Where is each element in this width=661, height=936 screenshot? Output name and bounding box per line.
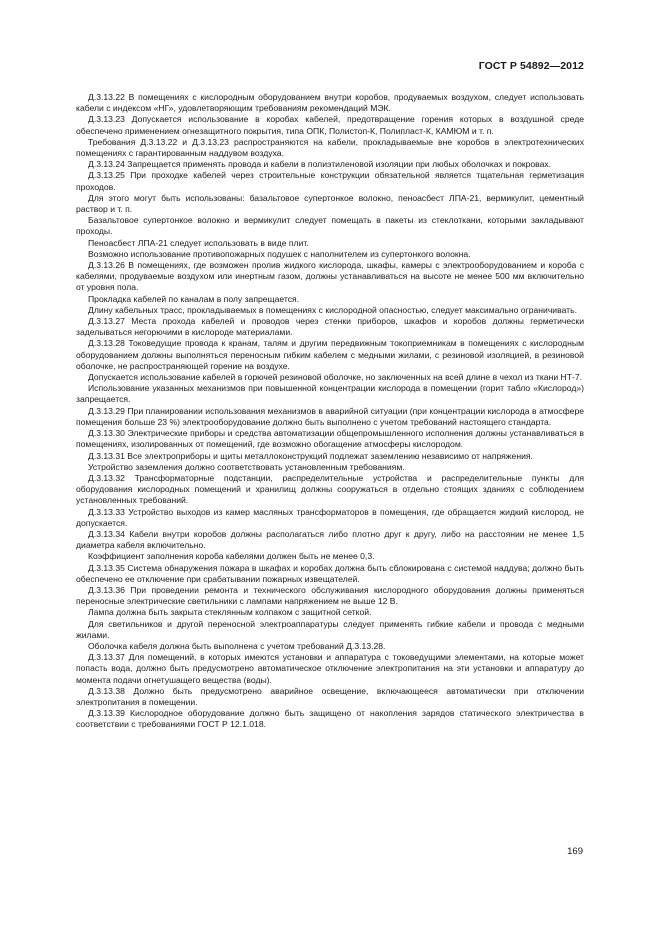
paragraph: Базальтовое супертонкое волокно и вермикулит следует помещать в пакеты из стеклоткани, которыми закладывают проходы. (76, 215, 584, 237)
paragraph: Д.3.13.26 В помещениях, где возможен пролив жидкого кислорода, шкафы, камеры с электрооборудованием и короба с кабелями, продуваемые воздухом или инертным газом, должны устанавливаться на высоте не менее 500 мм включительно от уровня пола. (76, 260, 584, 293)
paragraph: Д.3.13.34 Кабели внутри коробов должны располагаться либо плотно друг к другу, либо на расстоянии не менее 1,5 диаметра кабеля включительно. (76, 528, 584, 551)
paragraph: Д.3.13.27 Места прохода кабелей и проводов через стенки приборов, шкафов и коробов должны герметически заделываться негорючими в кислороде материалами. (76, 316, 584, 338)
paragraph: Устройство заземления должно соответствовать установленным требованиям. (88, 461, 405, 472)
paragraph: Прокладка кабелей по каналам в полу запрещается. (88, 293, 300, 304)
paragraph: Для этого могут быть использованы: базальтовое супертонкое волокно, пеноасбест ЛПА-21, вермикулит, цементный раствор и т. п. (76, 192, 584, 215)
paragraph: Д.3.13.33 Устройство выходов из камер масляных трансформаторов в помещения, где обращается жидкий кислород, не допускается. (76, 506, 584, 528)
paragraph: Пеноасбест ЛПА-21 следует использовать в виде плит. (88, 237, 309, 248)
paragraph: Возможно использование противопожарных подушек с наполнителем из супертонкого волокна. (88, 248, 471, 259)
paragraph: Длину кабельных трасс, прокладываемых в помещениях с кислородной опасностью, следует максимально ограничивать. (88, 304, 577, 315)
paragraph: Использование указанных механизмов при повышенной концентрации кислорода в помещении (горит табло «Кислород») запрещается. (76, 383, 584, 405)
paragraph: Д.3.13.22 В помещениях с кислородным оборудованием внутри коробов, продуваемых воздухом, следует использовать кабели с индексом «НГ», удовлетворяющим требованиям рекомендаций МЭК. (76, 92, 584, 114)
paragraph: Д.3.13.36 При проведении ремонта и технического обслуживания кислородного оборудования должны применяться переносные электрические светильники с лампами напряжением не выше 12 В. (76, 584, 584, 607)
paragraph: Для светильников и другой переносной электроаппаратуры следует применять гибкие кабели и провода с медными жилами. (76, 618, 584, 640)
paragraph: Требования Д.3.13.22 и Д.3.13.23 распространяются на кабели, прокладываемые вне коробов в электротехнических помещениях с гарантированным наддувом воздуха. (76, 136, 584, 159)
paragraph: Д.3.13.32 Трансформаторные подстанции, распределительные устройства и распределительные пункты для оборудования кислородных помещений и хранилищ должны сооружаться в отдельно стоящих зданиях с соблюдением установленных требований. (76, 472, 584, 506)
paragraph: Д.3.13.25 При проходке кабелей через строительные конструкции обязательной является тщательная герметизация проходов. (76, 170, 584, 192)
body-text (76, 92, 584, 731)
paragraph: Д.3.13.38 Должно быть предусмотрено аварийное освещение, включающееся автоматически при отключении электропитания в помещении. (76, 685, 584, 707)
paragraph: Д.3.13.37 Для помещений, в которых имеются установки и аппаратура с токоведущими элементами, на которые может попасть вода, должно быть предусмотрено автоматическое отключение электропитания на эти установки и аппаратуру до момента подачи огнетушащего вещества (воды). (76, 652, 584, 685)
standard-header: ГОСТ Р 54892—2012 (478, 60, 584, 72)
paragraph: Д.3.13.28 Токоведущие провода к кранам, талям и другим передвижным токоприемникам в помещениях с кислородным оборудованием должны выполняться переносным гибким кабелем с медными жилами, с резиновой изоляцией, в резиновой оболочке, не распространяющей горение на воздухе. (76, 338, 584, 371)
paragraph: Д.3.13.39 Кислородное оборудование должно быть защищено от накопления зарядов статического электричества в соответствии с требованиями ГОСТ Р 12.1.018. (76, 708, 584, 730)
paragraph: Лампа должна быть закрыта стеклянным колпаком с защитной сеткой. (88, 607, 372, 618)
paragraph: Допускается использование кабелей в горючей резиновой оболочке, но заключенных на всей длине в чехол из ткани НТ-7. (88, 372, 582, 383)
paragraph: Д.3.13.30 Электрические приборы и средства автоматизации общепромышленного исполнения должны устанавливаться в помещениях, изолированных от помещений, где возможно обогащение атмосферы кислородом. (76, 428, 584, 450)
paragraph: Д.3.13.31 Все электроприборы и щиты металлоконструкций подлежат заземлению независимо от напряжения. (88, 450, 533, 461)
paragraph: Д.3.13.29 При планировании использования механизмов в аварийной ситуации (при концентрации кислорода в атмосфере помещения больше 23 %) электрооборудование должно быть выполнено с учетом требований настоящего стандарта. (76, 405, 584, 427)
page-number: 169 (567, 846, 583, 857)
paragraph: Д.3.13.35 Система обнаружения пожара в шкафах и коробах должна быть сблокирована с системой наддува; должно быть обеспечено ее отключение при срабатывании пожарных извещателей. (76, 562, 584, 584)
paragraph: Д.3.13.24 Запрещается применять провода и кабели в полиэтиленовой изоляции при любых оболочках и покровах. (88, 159, 552, 170)
paragraph: Коэффициент заполнения короба кабелями должен быть не менее 0,3. (88, 551, 375, 562)
paragraph: Д.3.13.23 Допускается использование в коробах кабелей, предотвращение горения которых в воздушной среде обеспечено применением огнезащитного покрытия, типа ОПК, Полистоп-К, Полипласт-К, КАМЮМ и т. п. (76, 114, 584, 136)
paragraph: Оболочка кабеля должна быть выполнена с учетом требований Д.3.13.28. (88, 640, 386, 651)
